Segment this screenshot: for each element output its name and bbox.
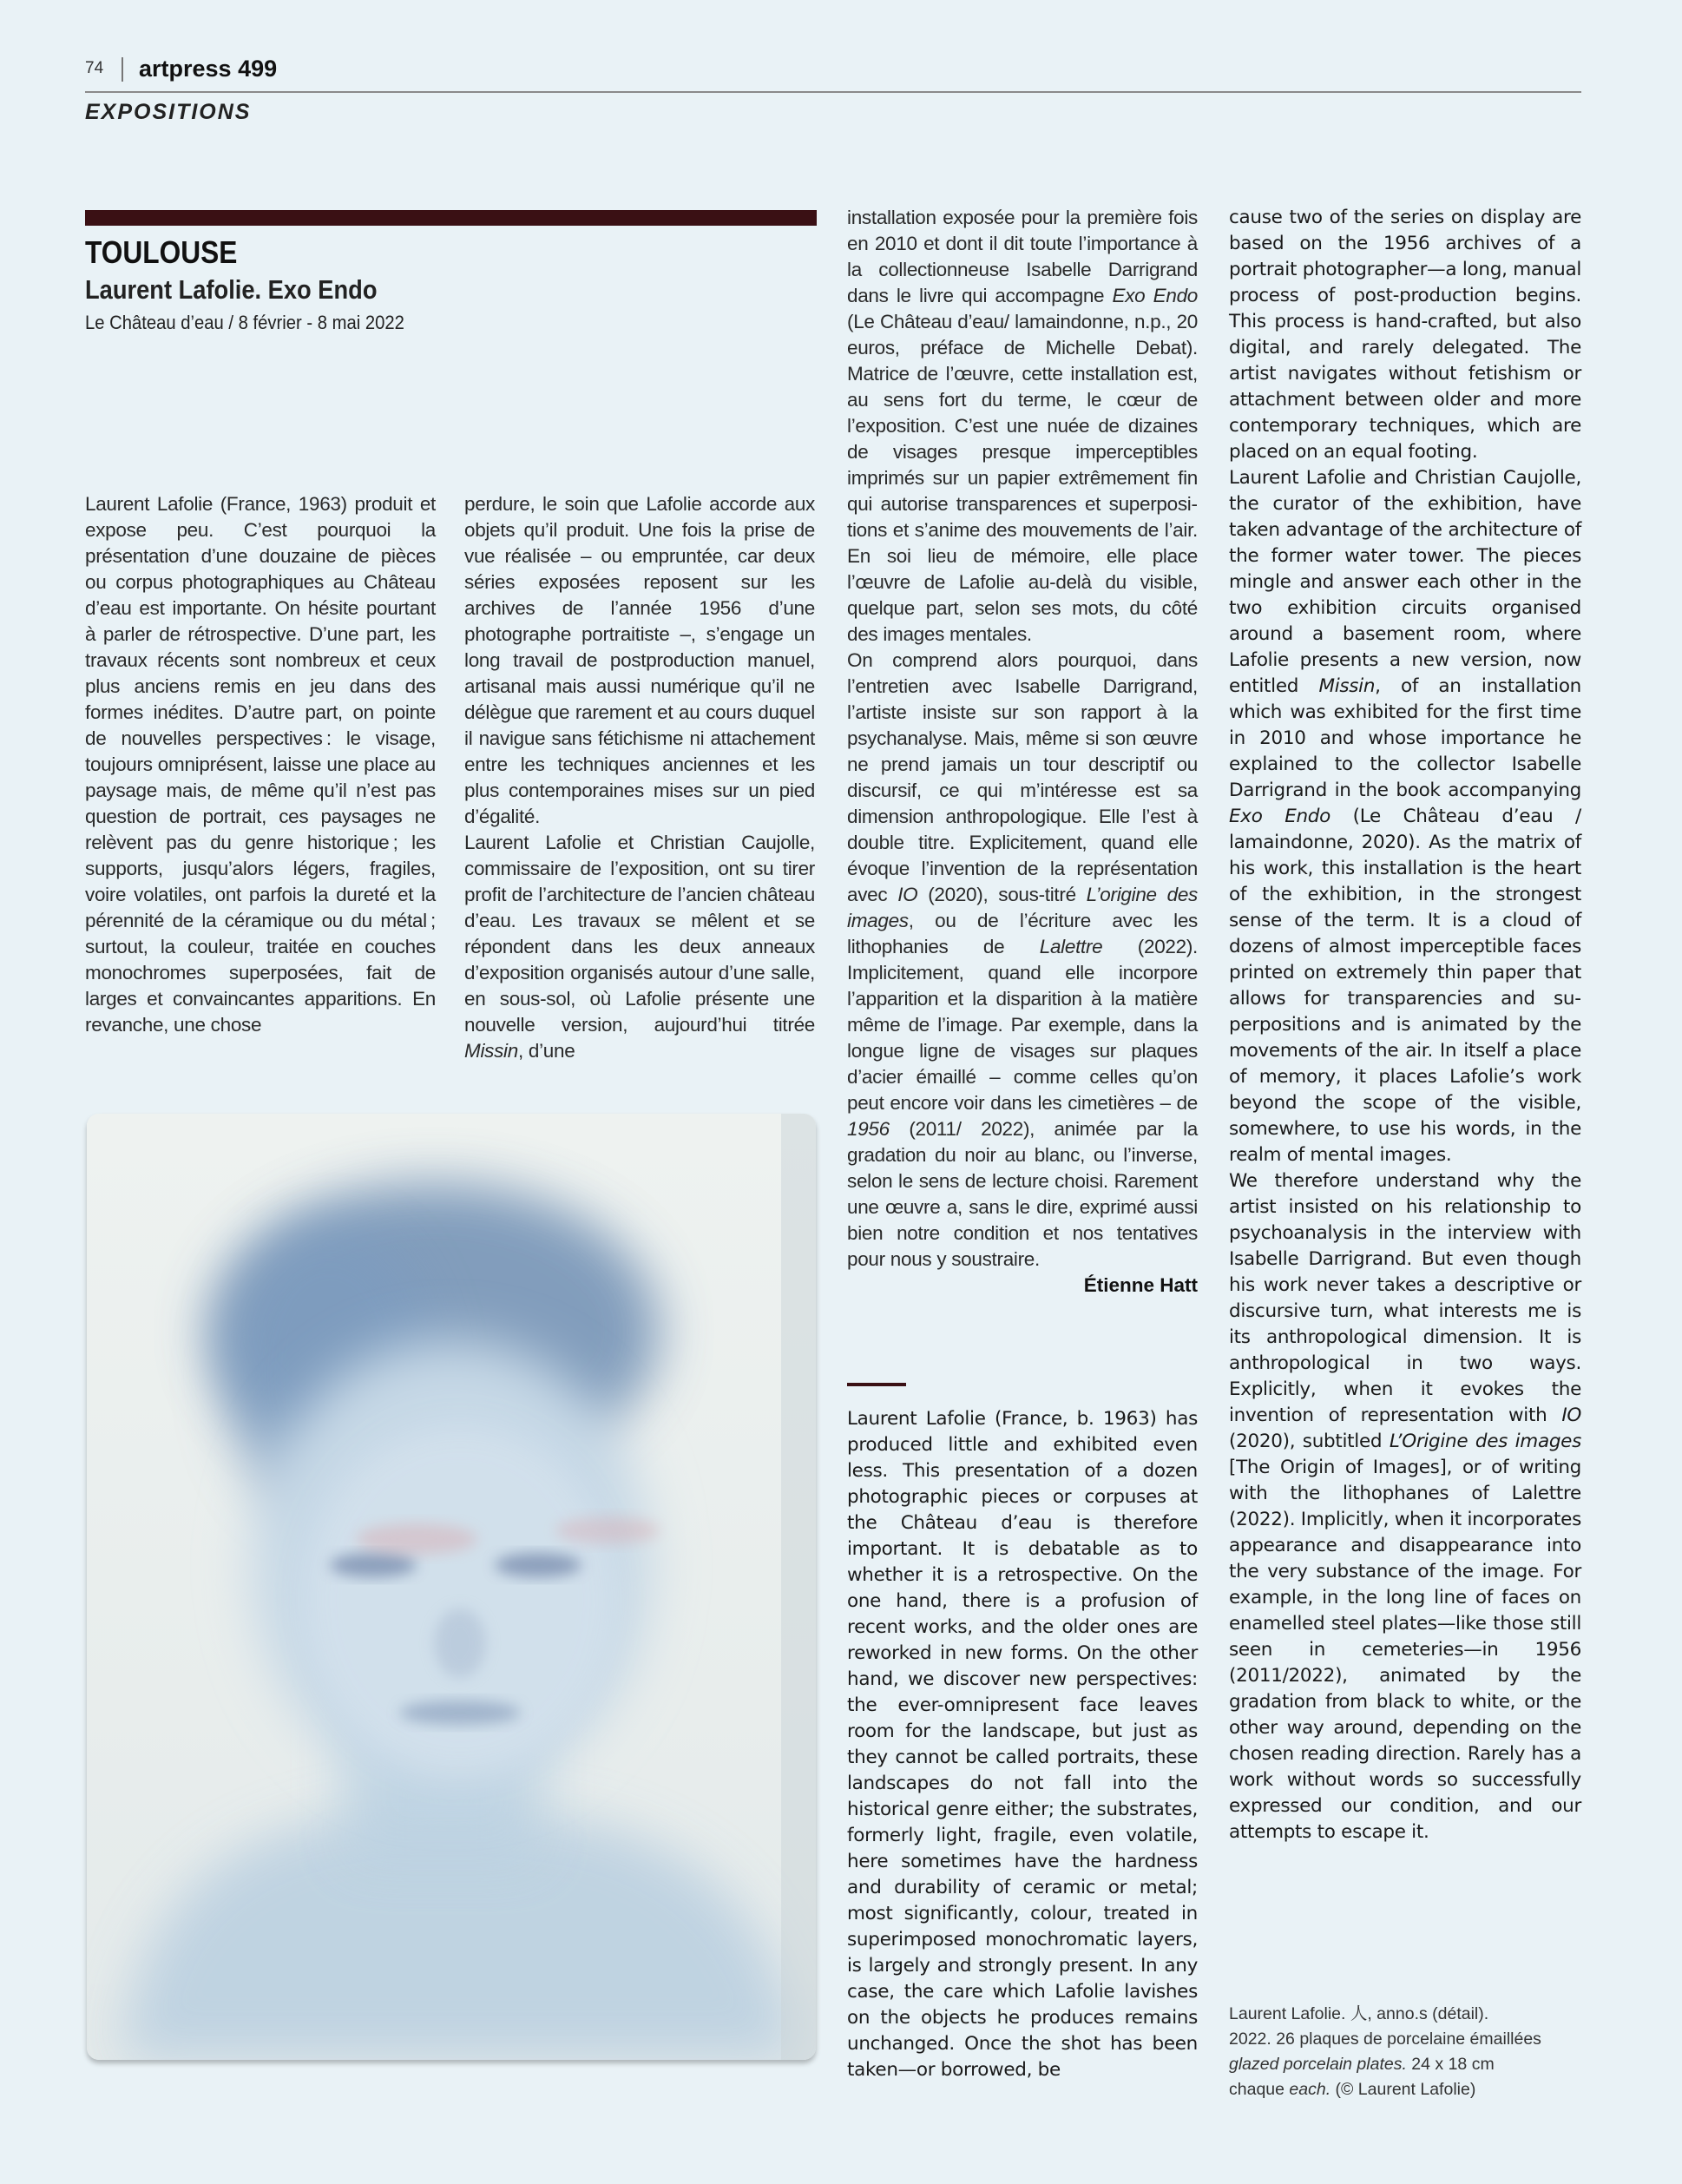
- caption-line-3: [1229, 2052, 1585, 2077]
- page-number: 74: [85, 59, 104, 77]
- french-text-column-2: perdure, le soin que Lafolie accorde aux objets qu’il produit. Une fois la prise de vue réalisée – ou empruntée, car deux séries exposées reposent sur les archives de l’année 1956 d’une photographe portraitiste –, s’engage un long travail de postproduction manuel, artisanal mais aussi numérique qu’il ne délègue que rarement et au cours duquel il navigue sans fétichisme ni attachement entre les techniques anciennes et les plus contemporaines mises sur un pied d’égalité. Laurent Lafolie et Christian Caujolle, commissaire de l’exposition, ont su tirer profit de l’architecture de l’ancien château d’eau. Les travaux se mêlent et se répondent dans les deux anneaux d’exposition organisés autour d’une salle, en sous-sol, où Lafolie présente une nouvelle version, aujourd’hui titrée Missin, d’une: [464, 493, 815, 1062]
- title-accent-bar: [85, 210, 817, 226]
- english-text-column-1: Laurent Lafolie (France, b. 1963) has produced little and exhibited even less. This presentation of a dozen photographic pieces or corpuses at the Château d’eau is therefore important. It is debatable as to whether it is a retrospective. On the one hand, there is a profusion of recent works, and the older ones are reworked in new forms. On the other hand, we discover new perspectives: the ever-omnipresent face leaves room for the landscape, but just as they cannot be called portraits, these landscapes do not fall into the historical genre either; the substrates, formerly light, fragile, even volatile, here sometimes have the hardness and durability of ceramic or metal; most significantly, colour, treated in superimposed monochromatic layers, is largely and strongly present. In any case, the care which Lafolie lavishes on the objects he produces remains unchanged. Once the shot has been taken—or borrowed, be: [847, 1408, 1198, 2081]
- caption-italic-1: glazed porcelain plates.: [1229, 2055, 1407, 2074]
- magazine-name: artpress 499: [139, 56, 278, 82]
- english-text-column-2: cause two of the series on display are based on the 1956 archives of a portrait photographer—a long, manual process of post-production begins. This process is hand-crafted, but also digital, and rarely delegated. The artist navigates without fetishism or attachment between older and more contemporary techniques, which are placed on an equal footing. Laurent Lafolie and Christian Caujolle, the curator of the exhibition, have taken advantage of the architecture of the former water tower. The pieces mingle and answer each other in the two exhibition circuits organised around a basement room, where Lafolie presents a new version, now entitled Missin, of an installation which was exhibited for the first time in 2010 and whose importance he explained to the collector Isabelle Darrigrand in the book accompanying Exo Endo (Le Château d’eau / lamaindonne, 2020). As the matrix of his work, this installation is the heart of the exhibition, in the strongest sense of the term. It is a cloud of dozens of almost imperceptible faces printed on extremely thin paper that allows for transparencies and superpositions and is animated by the movements of the air. In itself a place of memory, it places Lafolie’s work beyond the scope of the visible, somewhere, to use his words, in the realm of mental images. We therefore understand why the artist insisted on his relationship to psychoanalysis in the interview with Isabelle Darrigrand. But even though his work never takes a descriptive or discursive turn, what interests me is its anthropological dimension. It is anthropological in two ways. Explicitly, when it evokes the invention of representation with IO (2020), subtitled L’Origine des images [The Origin of Images], or of writing with the lithophanes of Lalettre (2022). Implicitly, when it incorporates appearance and disappearance into the very substance of the image. For example, in the long line of faces on enamelled steel plates—like those still seen in cemeteries—in 1956 (2011/2022), animated by the gradation from black to white, or the other way around, depending on the chosen reading direction. Rarely has a work without words so successfully expressed our condition, and our attempts to escape it.: [1229, 207, 1582, 1843]
- caption-line-2: 2022. 26 plaques de porcelaine émaillées: [1229, 2029, 1541, 2049]
- caption-italic-2: each.: [1289, 2080, 1331, 2099]
- french-text-column-3: installation exposée pour la première fois en 2010 et dont il dit toute l’importance à la collectionneuse Isabelle Darrigrand dans le livre qui accompagne Exo Endo (Le Château d’eau/ lamaindonne, n.p., 20 euros, préface de Michelle Debat). Matrice de l’œuvre, cette installation est, au sens fort du terme, le cœur de l’exposition. C’est une nuée de dizaines de visages presque imperceptibles imprimés sur un papier extrêmement fin qui autorise transparences et superpositions et s’anime des mouvements de l’air. En soi lieu de mémoire, elle place l’œuvre de Lafolie au-delà du visible, quelque part, selon ses mots, du côté des images mentales. On comprend alors pourquoi, dans l’entretien avec Isabelle Darrigrand, l’artiste insiste sur son rapport à la psychanalyse. Mais, même si son œuvre ne prend jamais un tour descriptif ou discursif, ce qui m’intéresse est sa dimension anthropologique. Elle l’est à double titre. Explicitement, quand elle évoque l’invention de la représentation avec IO (2020), sous-titré L’origine des images, ou de l’écriture avec les lithophanies de Lalettre (2022). Implicitement, quand elle incorpore l’apparition et la disparition à la matière même de l’image. Par exemple, dans la longue ligne de visages sur plaques d’acier émaillé – comme celles qu’on peut encore voir dans les cimetières – de 1956 (2011/ 2022), animée par la gradation du noir au blanc, ou l’inverse, selon le sens de lecture choisi. Rarement une œuvre a, sans le dire, exprimé aussi bien notre condition et nos tentatives pour nous y soustraire. Étienne Hatt: [847, 205, 1198, 1299]
- caption-line-4: [1229, 2077, 1585, 2102]
- caption-text-4a: chaque: [1229, 2080, 1290, 2099]
- header-rule: [85, 91, 1581, 93]
- author-signature: Étienne Hatt: [1083, 1274, 1198, 1296]
- article-city: TOULOUSE: [85, 234, 238, 270]
- article-venue-dates: Le Château d’eau / 8 février - 8 mai 2022: [85, 312, 404, 333]
- caption-text-3: 24 x 18 cm: [1406, 2055, 1495, 2074]
- section-label: EXPOSITIONS: [85, 100, 252, 124]
- header-divider: [122, 57, 123, 82]
- caption-text-4b: (© Laurent Lafolie): [1330, 2080, 1476, 2099]
- article-title: Laurent Lafolie. Exo Endo: [85, 274, 378, 305]
- french-text-column-1: Laurent Lafolie (France, 1963) produit et expose peu. C’est pourquoi la présentation d’une douzaine de pièces ou corpus photographiques au Château d’eau est importante. On hésite pourtant à parler de rétrospective. D’une part, les travaux récents sont nombreux et ceux plus anciens remis en jeu dans des formes inédites. D’autre part, on pointe de nouvelles perspectives : le visage, toujours omniprésent, laisse une place au paysage mais, de même qu’il n’est pas question de portrait, ces paysages ne relèvent pas du genre historique ; les supports, jusqu’alors légers, fragiles, voire volatiles, ont parfois la dureté et la pérennité de la céramique ou du métal ; surtout, la couleur, traitée en couches monochromes superposées, fait de larges et convaincantes apparitions. En revanche, une chose: [85, 493, 436, 1036]
- artwork-photo: [87, 1114, 816, 2060]
- english-section-rule: [847, 1383, 906, 1386]
- image-caption: [1229, 2002, 1585, 2102]
- blurred-portrait-image: [87, 1114, 816, 2060]
- caption-line-1: Laurent Lafolie. 人, anno.s (détail).: [1229, 2004, 1489, 2023]
